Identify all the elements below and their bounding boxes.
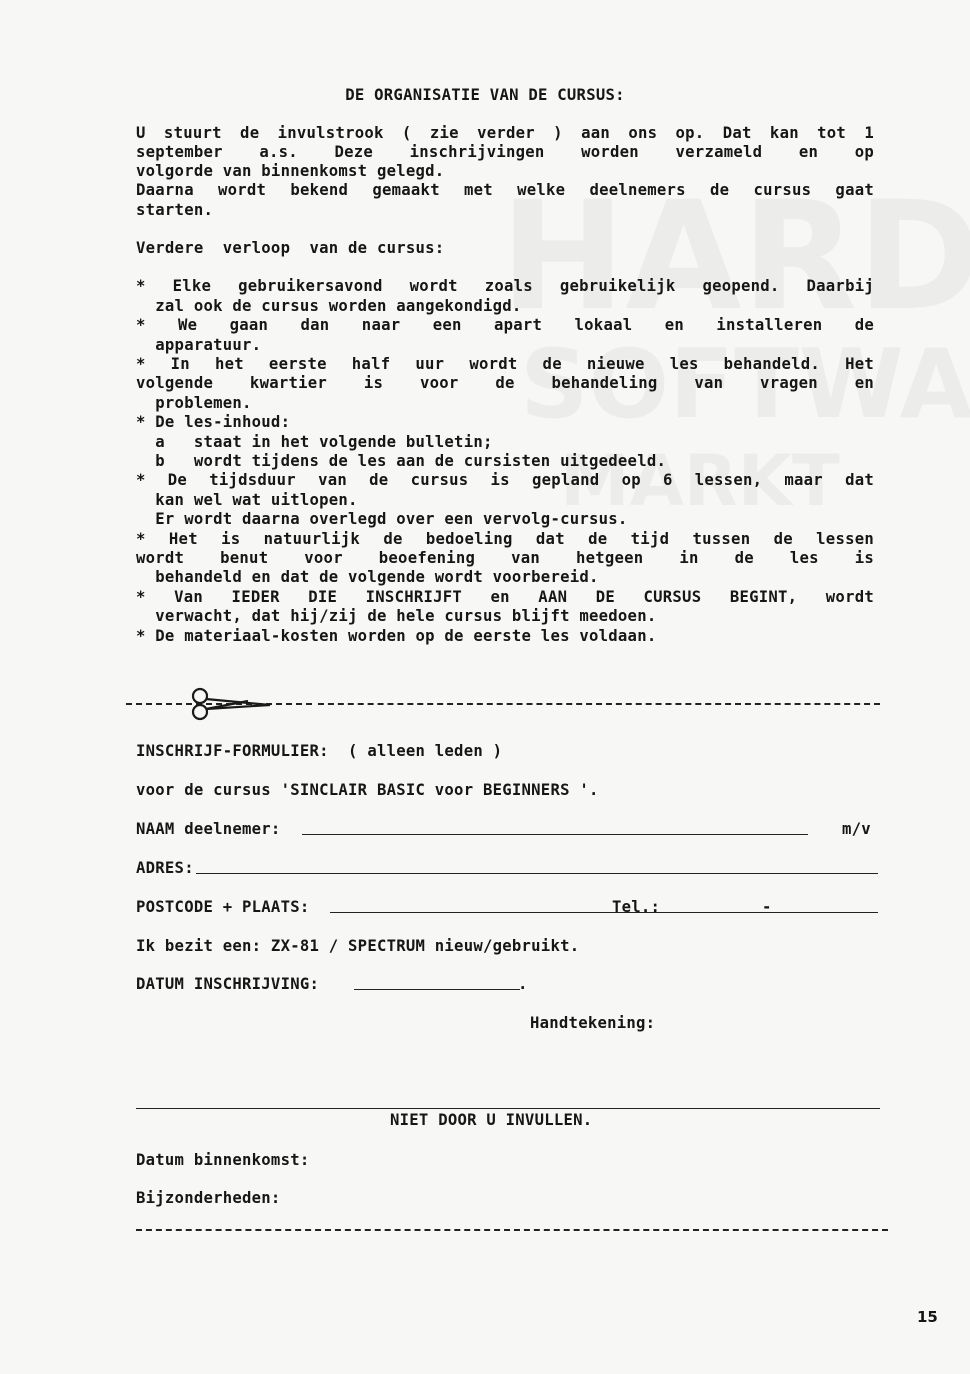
tel-label: Tel.: — [612, 898, 661, 916]
name-label: NAAM deelnemer: — [136, 820, 281, 838]
intro-line: starten. — [136, 201, 214, 219]
bullet-line: kan wel wat uitlopen. — [136, 491, 358, 509]
bullet-line: Er wordt daarna overlegd over een vervolg-cursus. — [136, 510, 628, 528]
bullet-line: wordt benut voor beoefening van hetgeen in de les is — [136, 549, 874, 567]
signature-label: Handtekening: — [530, 1014, 656, 1032]
form-title: INSCHRIJF-FORMULIER: ( alleen leden ) — [136, 742, 503, 760]
bullet-line: problemen. — [136, 394, 252, 412]
bullet-line: a staat in het volgende bulletin; — [136, 433, 493, 451]
form-course: voor de cursus 'SINCLAIR BASIC voor BEGINNERS '. — [136, 781, 599, 799]
postcode-field[interactable] — [330, 912, 878, 913]
bullet-line: apparatuur. — [136, 336, 262, 354]
page-number: 15 — [917, 1308, 938, 1326]
bullet-line: * De les-inhoud: — [136, 413, 291, 431]
intro-line: Daarna wordt bekend gemaakt met welke deelnemers de cursus gaat — [136, 181, 874, 199]
bullet-line: zal ook de cursus worden aangekondigd. — [136, 297, 522, 315]
date-label: DATUM INSCHRIJVING: — [136, 975, 320, 993]
name-field[interactable] — [302, 834, 808, 835]
intro-line: U stuurt de invulstrook ( zie verder ) aan ons op. Dat kan tot 1 — [136, 124, 874, 142]
address-label: ADRES: — [136, 859, 194, 877]
tel-dash: - — [762, 898, 772, 916]
bullet-line: * Het is natuurlijk de bedoeling dat de tijd tussen de lessen — [136, 530, 874, 548]
bullet-line: * De tijdsduur van de cursus is gepland op 6 lessen, maar dat — [136, 471, 874, 489]
bullet-line: * We gaan dan naar een apart lokaal en installeren de — [136, 316, 874, 334]
gender-label: m/v — [842, 820, 871, 838]
owns-line: Ik bezit een: ZX-81 / SPECTRUM nieuw/gebruikt. — [136, 937, 580, 955]
course-progress-heading: Verdere verloop van de cursus: — [136, 239, 445, 257]
bullet-line: verwacht, dat hij/zij de hele cursus blijft meedoen. — [136, 607, 657, 625]
bullet-line: b wordt tijdens de les aan de cursisten uitgedeeld. — [136, 452, 667, 470]
bottom-cut-line — [136, 1229, 888, 1231]
bullet-line: volgende kwartier is voor de behandeling van vragen en — [136, 374, 874, 392]
bullet-line: * Van IEDER DIE INSCHRIJFT en AAN DE CURSUS BEGINT, wordt — [136, 588, 874, 606]
scissors-icon — [188, 687, 272, 721]
intro-line: volgorde van binnenkomst gelegd. — [136, 162, 445, 180]
bullet-line: * In het eerste half uur wordt de nieuwe les behandeld. Het — [136, 355, 874, 373]
cut-line — [318, 703, 880, 705]
bullet-line: behandeld en dat de volgende wordt voorbereid. — [136, 568, 599, 586]
bullet-line: * De materiaal-kosten worden op de eerste les voldaan. — [136, 627, 657, 645]
page-heading: DE ORGANISATIE VAN DE CURSUS: — [345, 86, 625, 104]
date-field[interactable] — [354, 989, 520, 990]
postcode-label: POSTCODE + PLAATS: — [136, 898, 310, 916]
date-dot: . — [518, 975, 528, 993]
remarks-label: Bijzonderheden: — [136, 1189, 281, 1207]
received-label: Datum binnenkomst: — [136, 1151, 310, 1169]
intro-line: september a.s. Deze inschrijvingen worden verzameld en op — [136, 143, 874, 161]
office-divider — [136, 1108, 880, 1109]
bullet-line: * Elke gebruikersavond wordt zoals gebruikelijk geopend. Daarbij — [136, 277, 874, 295]
address-field[interactable] — [196, 873, 878, 874]
office-title: NIET DOOR U INVULLEN. — [390, 1111, 593, 1129]
